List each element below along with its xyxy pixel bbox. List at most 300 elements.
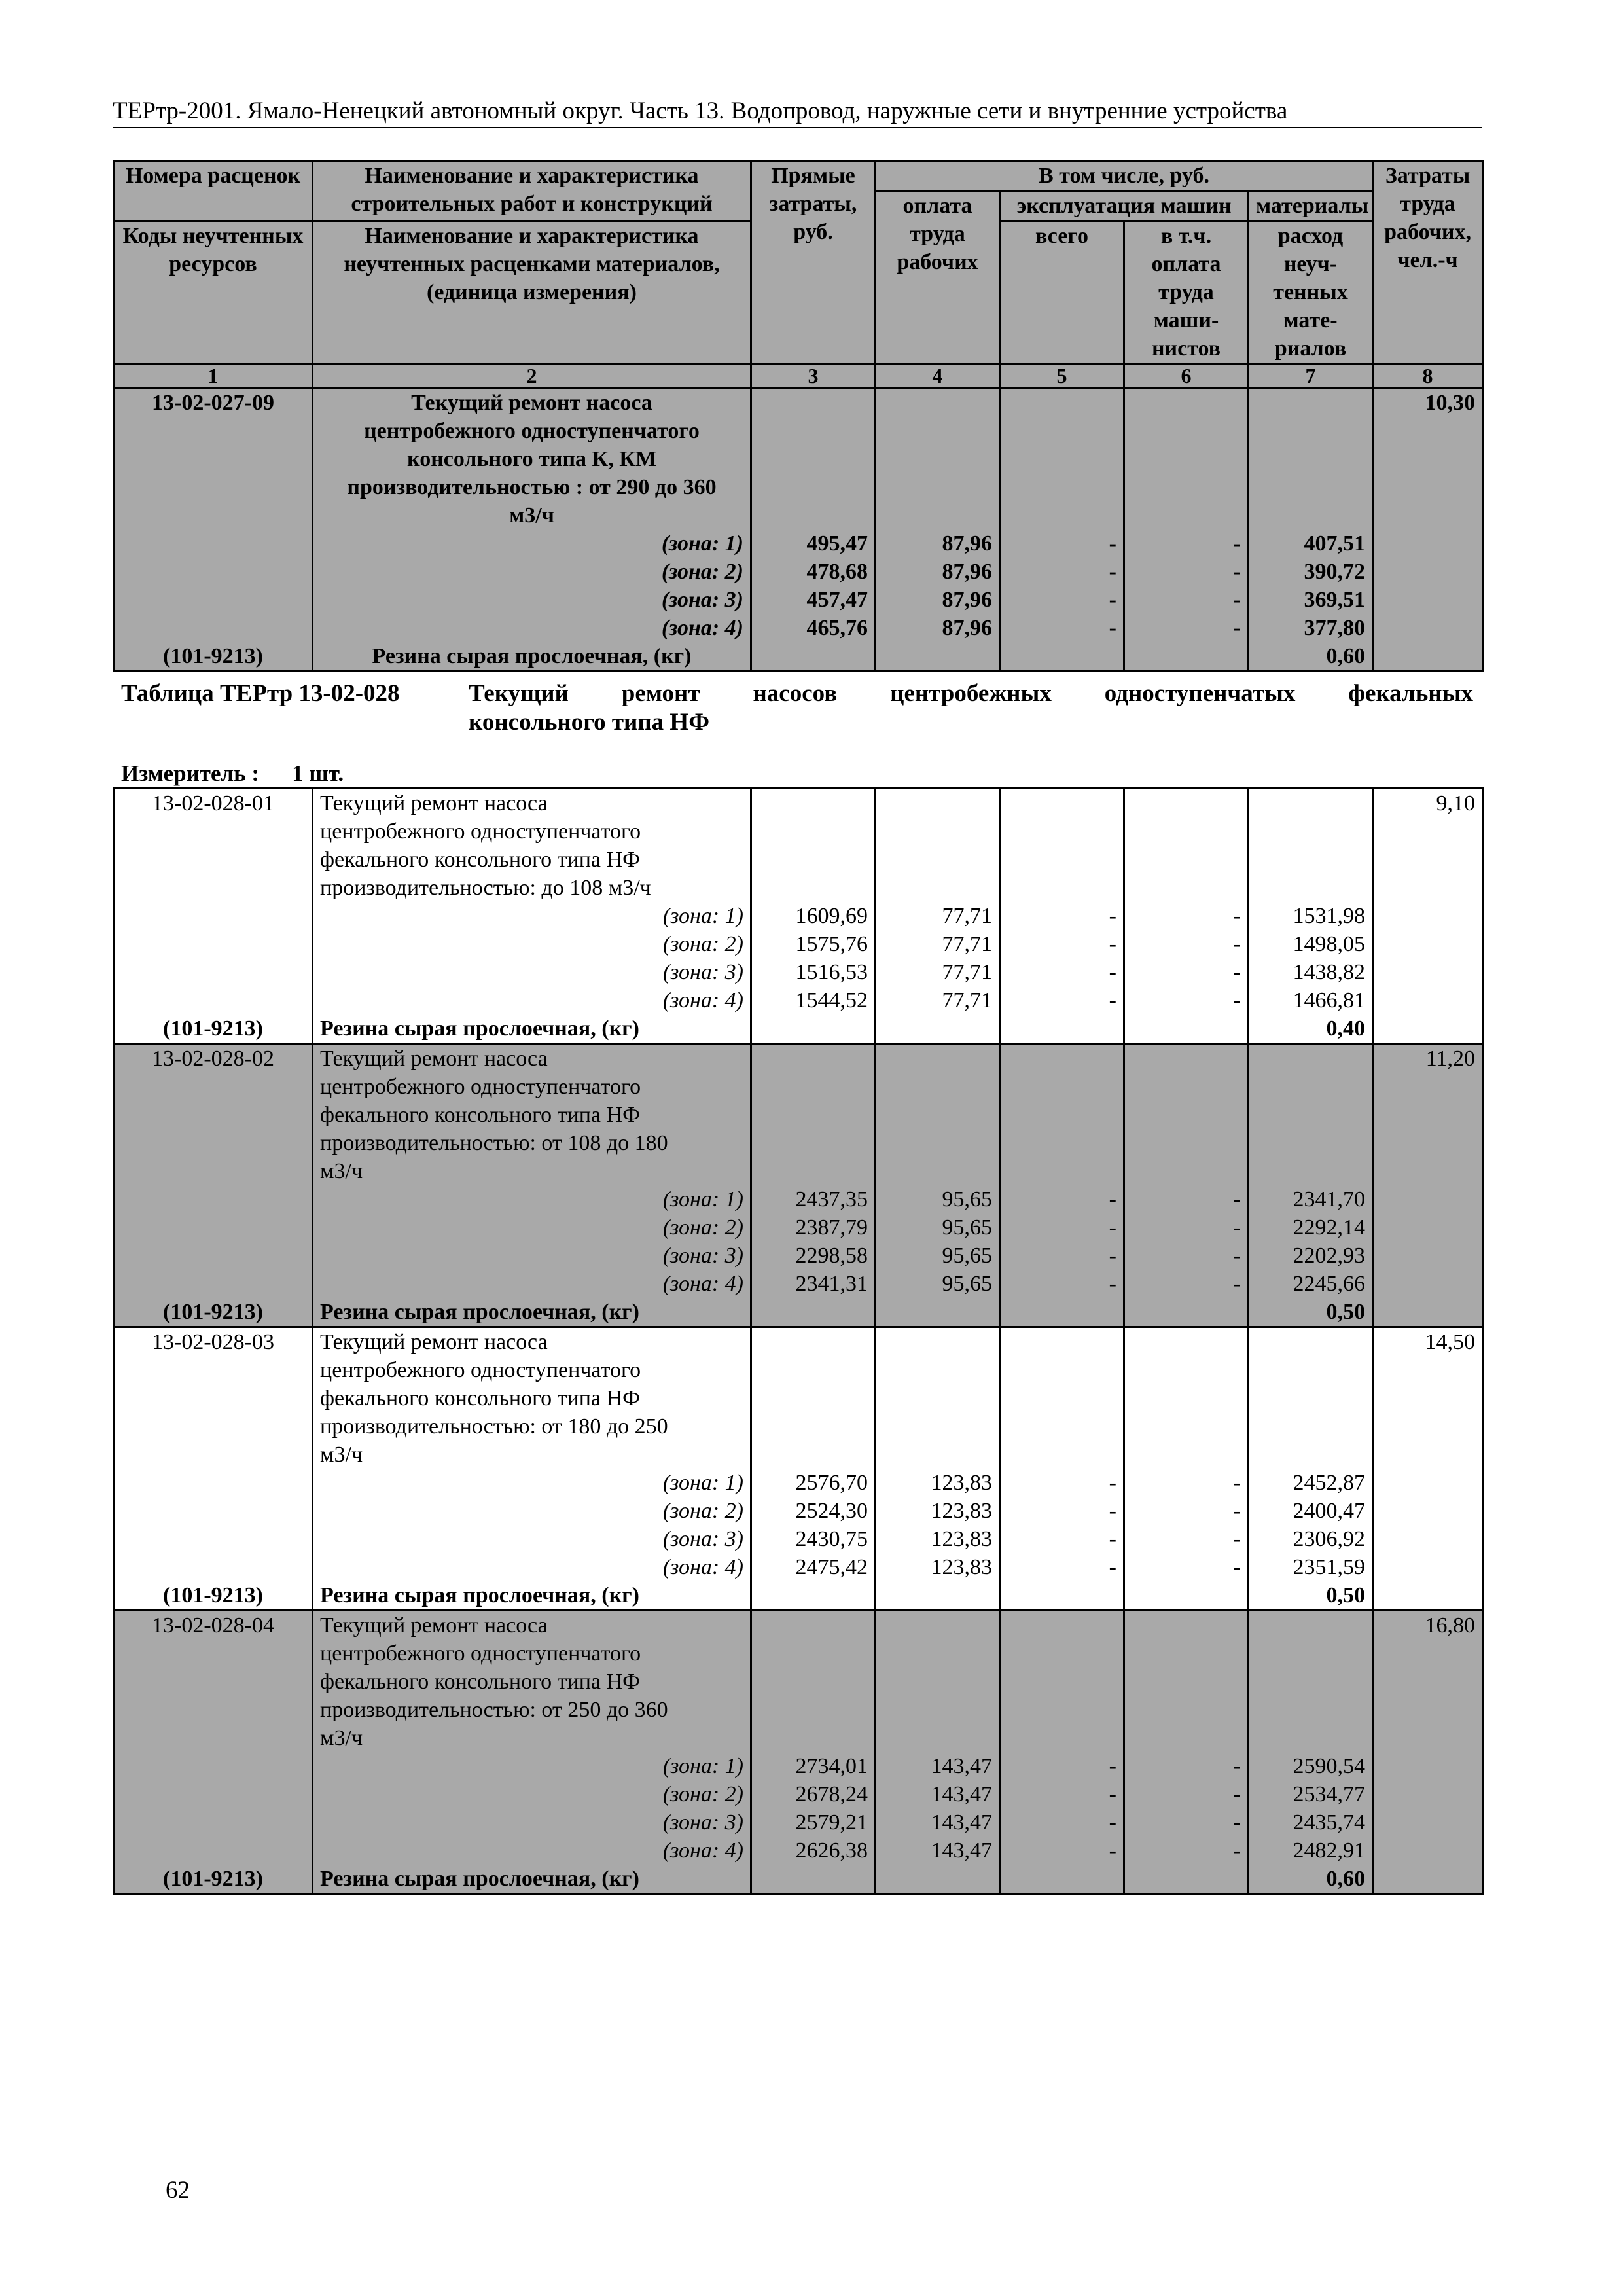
spacer — [1007, 1668, 1116, 1696]
spacer — [758, 1157, 868, 1185]
material-cost-value: 2435,74 — [1293, 1810, 1365, 1835]
rate-code: 13-02-028-04 — [152, 1613, 274, 1638]
spacer — [121, 930, 305, 958]
spacer — [121, 1073, 305, 1101]
spacer — [121, 1213, 305, 1242]
header-machinist-pay: в т.ч. оплата труда маши- нистов — [1124, 221, 1249, 364]
rate-code: 13-02-028-01 — [152, 791, 274, 816]
machine-cost-value: - — [1109, 588, 1116, 612]
material-cost-value: 1466,81 — [1293, 988, 1365, 1013]
spacer — [1132, 1865, 1241, 1893]
machine-cost-value: - — [1109, 1215, 1116, 1240]
labor-cost-value: 9,10 — [1436, 791, 1475, 816]
direct-cost-value: 478,68 — [806, 560, 868, 584]
spacer — [758, 1668, 868, 1696]
spacer — [1007, 473, 1116, 501]
spacer — [758, 1129, 868, 1157]
spacer — [883, 642, 992, 670]
spacer — [758, 1356, 868, 1384]
spacer — [1007, 1412, 1116, 1441]
spacer — [1007, 389, 1116, 417]
rate-block — [114, 789, 1483, 1044]
rate-description-line: фекального консольного типа НФ — [320, 1386, 640, 1410]
machinist-pay-value: - — [1233, 1555, 1241, 1579]
spacer — [1132, 1073, 1241, 1101]
worker-pay-value: 77,71 — [942, 960, 992, 984]
zone-label: (зона: 4) — [662, 1839, 743, 1863]
rate-description-line: центробежного одноступенчатого — [320, 1075, 641, 1099]
machine-cost-value: - — [1109, 960, 1116, 984]
spacer — [1132, 501, 1241, 529]
zone-label: (зона: 4) — [662, 988, 743, 1013]
header-material-names: Наименование и характеристика неучтенных расценками материалов, (единица измерения) — [313, 221, 751, 364]
spacer — [121, 958, 305, 986]
spacer — [1256, 1328, 1365, 1356]
spacer — [121, 1640, 305, 1668]
zone-label: (зона: 2) — [662, 1215, 743, 1240]
spacer — [1132, 1668, 1241, 1696]
spacer — [121, 1837, 305, 1865]
rates-table-028 — [113, 787, 1484, 1895]
machinist-pay-value: - — [1233, 1471, 1241, 1495]
spacer — [1256, 1073, 1365, 1101]
spacer — [121, 1412, 305, 1441]
spacer — [1256, 1640, 1365, 1668]
spacer — [758, 789, 868, 817]
spacer — [1132, 1441, 1241, 1469]
spacer — [758, 1611, 868, 1640]
spacer — [1256, 473, 1365, 501]
direct-cost-value: 495,47 — [806, 531, 868, 556]
worker-pay-value: 123,83 — [931, 1527, 992, 1551]
resource-name: Резина сырая прослоечная, (кг) — [320, 1016, 639, 1041]
spacer — [1007, 1441, 1116, 1469]
column-number: 2 — [313, 364, 751, 388]
spacer — [883, 1073, 992, 1101]
spacer — [1132, 789, 1241, 817]
rate-block — [114, 1327, 1483, 1611]
spacer — [883, 1157, 992, 1185]
spacer — [1007, 445, 1116, 473]
material-cost-value: 2400,47 — [1293, 1499, 1365, 1523]
spacer — [1007, 1724, 1116, 1752]
spacer — [1132, 417, 1241, 445]
direct-cost-value: 2734,01 — [795, 1754, 868, 1778]
direct-cost-value: 457,47 — [806, 588, 868, 612]
spacer — [121, 1384, 305, 1412]
labor-cost-cell — [1373, 1044, 1483, 1327]
spacer — [121, 1157, 305, 1185]
spacer — [121, 1724, 305, 1752]
machine-cost-value: - — [1109, 1272, 1116, 1296]
spacer — [1256, 789, 1365, 817]
labor-cost-cell — [1373, 388, 1483, 672]
zone-label: (зона: 3) — [662, 1244, 743, 1268]
direct-cost-cell — [751, 1044, 876, 1327]
direct-cost-value: 2626,38 — [795, 1839, 868, 1863]
spacer — [883, 1611, 992, 1640]
machine-cost-value: - — [1109, 1555, 1116, 1579]
worker-pay-cell — [876, 388, 1000, 672]
spacer — [883, 789, 992, 817]
resource-name: Резина сырая прослоечная, (кг) — [320, 1300, 639, 1324]
machinist-pay-value: - — [1233, 1244, 1241, 1268]
rate-code-cell — [114, 789, 313, 1044]
machine-cost-cell — [1000, 1044, 1124, 1327]
spacer — [1007, 1328, 1116, 1356]
spacer — [883, 1129, 992, 1157]
rate-code-cell — [114, 1327, 313, 1611]
material-cost-value: 2292,14 — [1293, 1215, 1365, 1240]
rate-description-cell — [313, 1327, 751, 1611]
machinist-pay-value: - — [1233, 1839, 1241, 1863]
spacer — [1007, 1101, 1116, 1129]
spacer — [121, 445, 305, 473]
machinist-pay-value: - — [1233, 531, 1241, 556]
direct-cost-value: 2475,42 — [795, 1555, 868, 1579]
rate-description-line: м3/ч — [320, 1726, 363, 1750]
direct-cost-value: 2576,70 — [795, 1471, 868, 1495]
spacer — [883, 417, 992, 445]
spacer — [1007, 1045, 1116, 1073]
spacer — [121, 817, 305, 846]
machine-cost-cell — [1000, 1611, 1124, 1894]
rate-code-cell — [114, 388, 313, 672]
material-cost-value: 2341,70 — [1293, 1187, 1365, 1211]
rate-description-line: м3/ч — [320, 1443, 363, 1467]
rate-description-line: производительностью: от 180 до 250 — [320, 1414, 668, 1439]
spacer — [1007, 642, 1116, 670]
spacer — [758, 1696, 868, 1724]
header-resource-codes: Коды неучтенных ресурсов — [114, 221, 313, 364]
spacer — [883, 846, 992, 874]
spacer — [1132, 1014, 1241, 1043]
spacer — [883, 1581, 992, 1609]
rate-code-cell — [114, 1611, 313, 1894]
zone-label: (зона: 1) — [662, 1471, 743, 1495]
direct-cost-cell — [751, 789, 876, 1044]
worker-pay-value: 95,65 — [942, 1215, 992, 1240]
spacer — [883, 874, 992, 902]
machine-cost-value: - — [1109, 1754, 1116, 1778]
rate-description-line: центробежного одноступенчатого — [320, 1641, 641, 1666]
spacer — [758, 642, 868, 670]
machinist-pay-cell — [1124, 789, 1249, 1044]
spacer — [1007, 817, 1116, 846]
spacer — [883, 1384, 992, 1412]
worker-pay-cell — [876, 1611, 1000, 1894]
spacer — [883, 1412, 992, 1441]
spacer — [121, 501, 305, 529]
spacer — [1007, 1384, 1116, 1412]
spacer — [1132, 473, 1241, 501]
material-cost-value: 1531,98 — [1293, 904, 1365, 928]
spacer — [1256, 417, 1365, 445]
spacer — [1007, 1157, 1116, 1185]
spacer — [1256, 445, 1365, 473]
spacer — [1256, 1696, 1365, 1724]
spacer — [121, 1752, 305, 1780]
machinist-pay-cell — [1124, 1044, 1249, 1327]
rate-description-line: м3/ч — [509, 503, 554, 528]
machinist-pay-cell — [1124, 1327, 1249, 1611]
table-code: Таблица ТЕРтр 13-02-028 — [121, 680, 400, 707]
zone-label: (зона: 1) — [662, 1187, 743, 1211]
rate-description-line: Текущий ремонт насоса — [320, 791, 548, 816]
resource-quantity: 0,40 — [1326, 1016, 1365, 1041]
spacer — [121, 1129, 305, 1157]
zone-label: (зона: 3) — [662, 1810, 743, 1835]
header-machines: эксплуатация машин — [1000, 191, 1249, 221]
worker-pay-value: 87,96 — [942, 616, 992, 640]
spacer — [883, 1014, 992, 1043]
labor-cost-cell — [1373, 1611, 1483, 1894]
spacer — [758, 1045, 868, 1073]
resource-code: (101-9213) — [163, 1867, 263, 1891]
spacer — [121, 614, 305, 642]
spacer — [121, 529, 305, 558]
spacer — [883, 1298, 992, 1326]
rate-description-line: фекального консольного типа НФ — [320, 848, 640, 872]
material-cost-value: 2351,59 — [1293, 1555, 1365, 1579]
spacer — [1007, 1611, 1116, 1640]
rate-description-cell — [313, 789, 751, 1044]
rate-block — [114, 388, 1483, 672]
zone-label: (зона: 1) — [661, 531, 743, 556]
spacer — [1132, 1581, 1241, 1609]
header-labor-costs: Затраты труда рабочих, чел.-ч — [1373, 161, 1483, 364]
direct-cost-cell — [751, 1327, 876, 1611]
spacer — [1256, 1101, 1365, 1129]
spacer — [1256, 1668, 1365, 1696]
column-number: 1 — [114, 364, 313, 388]
direct-cost-value: 1544,52 — [795, 988, 868, 1013]
zone-label: (зона: 4) — [662, 1272, 743, 1296]
zone-label: (зона: 4) — [662, 1555, 743, 1579]
machine-cost-cell — [1000, 789, 1124, 1044]
material-cost-value: 1498,05 — [1293, 932, 1365, 956]
direct-cost-value: 1516,53 — [795, 960, 868, 984]
spacer — [121, 1553, 305, 1581]
machine-cost-value: - — [1109, 560, 1116, 584]
material-cost-value: 390,72 — [1304, 560, 1366, 584]
spacer — [1132, 846, 1241, 874]
spacer — [1007, 1696, 1116, 1724]
machine-cost-value: - — [1109, 988, 1116, 1013]
spacer — [1132, 1724, 1241, 1752]
spacer — [1256, 1611, 1365, 1640]
zone-label: (зона: 2) — [662, 932, 743, 956]
machinist-pay-value: - — [1233, 1782, 1241, 1806]
table-name — [469, 679, 1473, 737]
spacer — [121, 1242, 305, 1270]
header-machines-total: всего — [1000, 221, 1124, 364]
direct-cost-value: 2387,79 — [795, 1215, 868, 1240]
spacer — [1256, 817, 1365, 846]
worker-pay-value: 123,83 — [931, 1499, 992, 1523]
resource-code: (101-9213) — [163, 1583, 263, 1607]
spacer — [1007, 501, 1116, 529]
spacer — [758, 1328, 868, 1356]
worker-pay-cell — [876, 1044, 1000, 1327]
machinist-pay-value: - — [1233, 1810, 1241, 1835]
header-work-name: Наименование и характеристика строительных работ и конструкций — [313, 161, 751, 221]
spacer — [121, 417, 305, 445]
rate-description-line: фекального консольного типа НФ — [320, 1103, 640, 1127]
machinist-pay-cell — [1124, 1611, 1249, 1894]
machine-cost-value: - — [1109, 1187, 1116, 1211]
spacer — [121, 902, 305, 930]
spacer — [1132, 1611, 1241, 1640]
resource-quantity: 0,50 — [1326, 1300, 1365, 1324]
worker-pay-value: 95,65 — [942, 1187, 992, 1211]
material-cost-value: 2590,54 — [1293, 1754, 1365, 1778]
machinist-pay-value: - — [1233, 588, 1241, 612]
spacer — [1007, 1581, 1116, 1609]
worker-pay-value: 77,71 — [942, 904, 992, 928]
worker-pay-value: 87,96 — [942, 531, 992, 556]
material-cost-value: 1438,82 — [1293, 960, 1365, 984]
worker-pay-value: 143,47 — [931, 1810, 992, 1835]
spacer — [758, 389, 868, 417]
worker-pay-value: 95,65 — [942, 1244, 992, 1268]
spacer — [1132, 445, 1241, 473]
machine-cost-cell — [1000, 388, 1124, 672]
rate-description-line: производительностью : от 290 до 360 — [347, 475, 717, 499]
material-cost-value: 377,80 — [1304, 616, 1366, 640]
spacer — [1132, 1328, 1241, 1356]
spacer — [758, 1298, 868, 1326]
spacer — [1007, 789, 1116, 817]
resource-name: Резина сырая прослоечная, (кг) — [372, 644, 692, 668]
header-direct-costs: Прямые затраты, руб. — [751, 161, 876, 364]
spacer — [1007, 874, 1116, 902]
resource-name: Резина сырая прослоечная, (кг) — [320, 1583, 639, 1607]
spacer — [1007, 1014, 1116, 1043]
unit-of-measure — [121, 759, 344, 788]
column-numbers-row — [114, 364, 1483, 388]
machine-cost-value: - — [1109, 616, 1116, 640]
machinist-pay-value: - — [1233, 616, 1241, 640]
running-header: ТЕРтр-2001. Ямало-Ненецкий автономный округ. Часть 13. Водопровод, наружные сети и внутренние устройства — [113, 96, 1482, 128]
rate-description-line: Текущий ремонт насоса — [411, 391, 652, 415]
spacer — [758, 846, 868, 874]
spacer — [121, 473, 305, 501]
spacer — [121, 558, 305, 586]
spacer — [121, 1808, 305, 1837]
spacer — [1256, 1441, 1365, 1469]
worker-pay-value: 77,71 — [942, 932, 992, 956]
spacer — [758, 1073, 868, 1101]
spacer — [121, 1270, 305, 1298]
material-cost-value: 2534,77 — [1293, 1782, 1365, 1806]
direct-cost-value: 2437,35 — [795, 1187, 868, 1211]
material-cost-cell — [1249, 1044, 1373, 1327]
machine-cost-value: - — [1109, 531, 1116, 556]
column-number: 4 — [876, 364, 1000, 388]
spacer — [883, 1724, 992, 1752]
spacer — [1256, 1356, 1365, 1384]
spacer — [883, 389, 992, 417]
spacer — [1007, 1640, 1116, 1668]
spacer — [883, 445, 992, 473]
resource-code: (101-9213) — [163, 1300, 263, 1324]
spacer — [1007, 1129, 1116, 1157]
spacer — [883, 501, 992, 529]
spacer — [883, 473, 992, 501]
rate-description-line: консольного типа К, КМ — [407, 447, 656, 471]
rate-description-cell — [313, 388, 751, 672]
spacer — [1256, 1045, 1365, 1073]
spacer — [1132, 1356, 1241, 1384]
material-cost-value: 2202,93 — [1293, 1244, 1365, 1268]
rate-description-line: Текущий ремонт насоса — [320, 1613, 548, 1638]
spacer — [121, 1525, 305, 1553]
labor-cost-cell — [1373, 789, 1483, 1044]
rate-description-line: м3/ч — [320, 1159, 363, 1183]
spacer — [1256, 846, 1365, 874]
spacer — [758, 1014, 868, 1043]
material-cost-value: 2452,87 — [1293, 1471, 1365, 1495]
machine-cost-value: - — [1109, 1471, 1116, 1495]
machine-cost-value: - — [1109, 1810, 1116, 1835]
spacer — [1132, 817, 1241, 846]
resource-quantity: 0,60 — [1326, 644, 1366, 668]
zone-label: (зона: 3) — [662, 960, 743, 984]
spacer — [1256, 1157, 1365, 1185]
machinist-pay-value: - — [1233, 960, 1241, 984]
spacer — [1007, 846, 1116, 874]
page-number: 62 — [166, 2177, 190, 2204]
material-cost-value: 2245,66 — [1293, 1272, 1365, 1296]
worker-pay-value: 143,47 — [931, 1754, 992, 1778]
spacer — [758, 1412, 868, 1441]
machinist-pay-value: - — [1233, 560, 1241, 584]
rate-code: 13-02-027-09 — [152, 391, 274, 415]
spacer — [758, 445, 868, 473]
spacer — [1256, 1384, 1365, 1412]
table-name-line-1: Текущий ремонт насосов центробежных одноступенчатых фекальных — [469, 680, 1473, 707]
header-worker-pay: оплата труда рабочих — [876, 191, 1000, 364]
spacer — [1256, 501, 1365, 529]
spacer — [883, 1640, 992, 1668]
rate-description-line: производительностью: от 108 до 180 — [320, 1131, 668, 1155]
machine-cost-value: - — [1109, 904, 1116, 928]
direct-cost-value: 1575,76 — [795, 932, 868, 956]
material-cost-cell — [1249, 1327, 1373, 1611]
worker-pay-cell — [876, 789, 1000, 1044]
spacer — [758, 473, 868, 501]
spacer — [1132, 1045, 1241, 1073]
spacer — [121, 1780, 305, 1808]
zone-label: (зона: 4) — [661, 616, 743, 640]
spacer — [758, 1865, 868, 1893]
rate-description-line: центробежного одноступенчатого — [364, 419, 700, 443]
spacer — [1007, 1865, 1116, 1893]
column-number: 8 — [1373, 364, 1483, 388]
spacer — [1132, 1412, 1241, 1441]
spacer — [883, 817, 992, 846]
material-cost-value: 2482,91 — [1293, 1839, 1365, 1863]
spacer — [1007, 417, 1116, 445]
spacer — [1007, 1073, 1116, 1101]
rate-description-line: центробежного одноступенчатого — [320, 819, 641, 844]
machinist-pay-value: - — [1233, 932, 1241, 956]
material-cost-value: 2306,92 — [1293, 1527, 1365, 1551]
machine-cost-value: - — [1109, 932, 1116, 956]
direct-cost-value: 2341,31 — [795, 1272, 868, 1296]
worker-pay-value: 143,47 — [931, 1782, 992, 1806]
